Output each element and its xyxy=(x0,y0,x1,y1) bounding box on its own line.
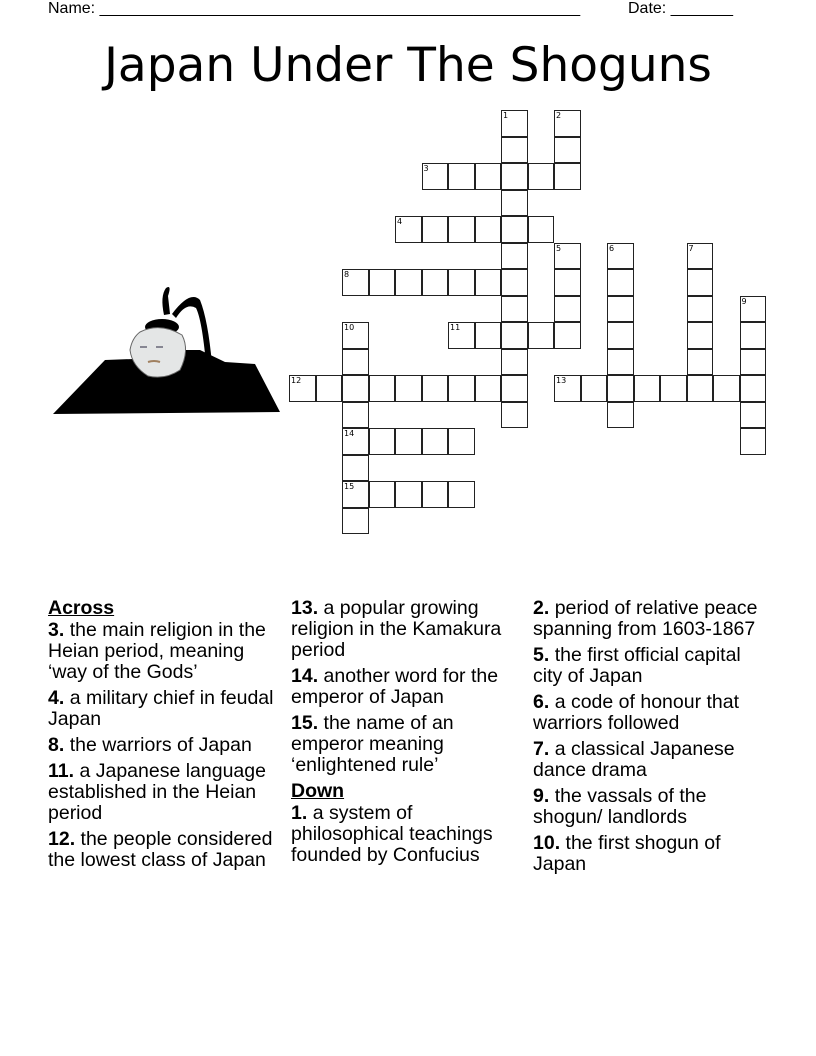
crossword-cell[interactable] xyxy=(475,163,502,190)
date-line: _______ xyxy=(670,0,733,17)
crossword-cell[interactable] xyxy=(501,296,528,323)
across-clue xyxy=(48,761,284,824)
clue-text: a code of honour that warriors followed xyxy=(533,691,740,734)
crossword-grid xyxy=(289,110,769,540)
clue-number-dot: . xyxy=(58,734,70,756)
crossword-cell[interactable] xyxy=(660,375,687,402)
crossword-cell[interactable] xyxy=(554,110,581,137)
crossword-cell[interactable] xyxy=(369,375,396,402)
crossword-cell[interactable] xyxy=(740,296,767,323)
crossword-cell[interactable] xyxy=(713,375,740,402)
crossword-cell[interactable] xyxy=(448,481,475,508)
clue-number: 14 xyxy=(291,665,313,687)
crossword-cell[interactable] xyxy=(607,243,634,270)
crossword-cell[interactable] xyxy=(501,110,528,137)
name-line: ______________________________________________________ xyxy=(99,0,581,17)
crossword-cell[interactable] xyxy=(316,375,343,402)
clue-number-dot: . xyxy=(312,597,324,619)
down-clue xyxy=(533,786,769,828)
clue-number: 11 xyxy=(48,760,69,782)
down-clue xyxy=(533,645,769,687)
cell-number: 14 xyxy=(344,429,355,438)
crossword-cell[interactable] xyxy=(607,269,634,296)
clues-column-3 xyxy=(533,598,769,880)
clue-number-dot: . xyxy=(543,738,555,760)
crossword-cell[interactable] xyxy=(475,269,502,296)
crossword-cell[interactable] xyxy=(554,137,581,164)
cell-number: 4 xyxy=(397,217,403,226)
crossword-cell[interactable] xyxy=(607,322,634,349)
clue-number-dot: . xyxy=(58,687,70,709)
down-clue xyxy=(533,692,769,734)
down-heading: Down xyxy=(291,780,345,802)
cell-number: 8 xyxy=(344,270,350,279)
cell-number: 15 xyxy=(344,482,355,491)
clue-number-dot: . xyxy=(301,802,313,824)
cell-number: 2 xyxy=(556,111,562,120)
crossword-cell[interactable] xyxy=(501,190,528,217)
crossword-cell[interactable] xyxy=(448,269,475,296)
cell-number: 9 xyxy=(741,296,747,306)
crossword-cell[interactable] xyxy=(740,428,767,455)
crossword-cell[interactable] xyxy=(581,375,608,402)
clue-number: 2 xyxy=(533,597,544,619)
across-clue xyxy=(291,713,527,776)
crossword-cell[interactable] xyxy=(475,375,502,402)
crossword-cell[interactable] xyxy=(448,163,475,190)
clue-text: the people considered the lowest class of Japan xyxy=(48,828,273,871)
crossword-cell[interactable] xyxy=(501,322,528,349)
crossword-cell[interactable] xyxy=(501,375,528,402)
crossword-cell[interactable] xyxy=(475,322,502,349)
crossword-cell[interactable] xyxy=(422,269,449,296)
clue-number: 9 xyxy=(533,785,544,807)
crossword-cell[interactable] xyxy=(342,269,369,296)
clue-text: a system of philosophical teachings founded by Confucius xyxy=(291,802,493,866)
crossword-cell[interactable] xyxy=(687,269,714,296)
crossword-cell[interactable] xyxy=(554,296,581,323)
crossword-cell[interactable] xyxy=(501,137,528,164)
crossword-cell[interactable] xyxy=(369,481,396,508)
crossword-cell[interactable] xyxy=(422,375,449,402)
crossword-cell[interactable] xyxy=(607,402,634,429)
crossword-cell[interactable] xyxy=(740,349,767,376)
clue-text: the warriors of Japan xyxy=(69,734,252,756)
clue-number: 1 xyxy=(291,802,302,824)
down-clue xyxy=(291,803,527,866)
across-clue xyxy=(48,620,284,683)
clue-number-dot: . xyxy=(543,644,555,666)
clue-number: 5 xyxy=(533,644,544,666)
down-clue xyxy=(533,598,769,640)
clue-number: 13 xyxy=(291,597,313,619)
crossword-cell[interactable] xyxy=(501,163,528,190)
crossword-cell[interactable] xyxy=(475,216,502,243)
crossword-cell[interactable] xyxy=(687,375,714,402)
crossword-cell[interactable] xyxy=(554,163,581,190)
crossword-cell[interactable] xyxy=(687,349,714,376)
crossword-cell[interactable] xyxy=(342,402,369,429)
cell-number: 12 xyxy=(291,376,302,385)
crossword-cell[interactable] xyxy=(740,322,767,349)
clue-text: period of relative peace spanning from 1603-1867 xyxy=(533,597,758,640)
clue-number-dot: . xyxy=(69,828,81,850)
crossword-cell[interactable] xyxy=(395,428,422,455)
across-clue xyxy=(48,688,284,730)
crossword-cell[interactable] xyxy=(422,481,449,508)
clue-number: 4 xyxy=(48,687,59,709)
clue-text: another word for the emperor of Japan xyxy=(291,665,499,708)
crossword-cell[interactable] xyxy=(528,163,555,190)
crossword-cell[interactable] xyxy=(342,508,369,535)
crossword-cell[interactable] xyxy=(740,375,767,402)
cell-number: 11 xyxy=(450,323,461,332)
crossword-cell[interactable] xyxy=(740,402,767,429)
clue-number: 7 xyxy=(533,738,544,760)
clue-number-dot: . xyxy=(58,619,70,641)
date-field[interactable] xyxy=(628,0,733,18)
clue-text: a classical Japanese dance drama xyxy=(533,738,735,781)
crossword-cell[interactable] xyxy=(395,481,422,508)
clue-number: 10 xyxy=(533,832,555,854)
crossword-cell[interactable] xyxy=(554,322,581,349)
down-clue xyxy=(533,833,769,875)
crossword-cell[interactable] xyxy=(501,216,528,243)
crossword-cell[interactable] xyxy=(342,375,369,402)
crossword-cell[interactable] xyxy=(342,481,369,508)
cell-number: 13 xyxy=(556,376,567,385)
crossword-cell[interactable] xyxy=(528,216,555,243)
clue-text: a military chief in feudal Japan xyxy=(48,687,274,730)
crossword-cell[interactable] xyxy=(342,322,369,349)
crossword-cell[interactable] xyxy=(501,402,528,429)
crossword-cell[interactable] xyxy=(607,349,634,376)
clue-number-dot: . xyxy=(543,691,555,713)
crossword-cell[interactable] xyxy=(448,428,475,455)
clue-text: a popular growing religion in the Kamakura period xyxy=(291,597,502,661)
crossword-cell[interactable] xyxy=(687,296,714,323)
crossword-cell[interactable] xyxy=(554,269,581,296)
crossword-cell[interactable] xyxy=(634,375,661,402)
crossword-cell[interactable] xyxy=(395,375,422,402)
crossword-cell[interactable] xyxy=(501,269,528,296)
crossword-cell[interactable] xyxy=(422,428,449,455)
cell-number: 7 xyxy=(688,243,694,253)
clue-number-dot: . xyxy=(543,597,555,619)
crossword-cell[interactable] xyxy=(369,269,396,296)
clue-text: the name of an emperor meaning ‘enlightened rule’ xyxy=(291,712,454,776)
clue-text: the vassals of the shogun/ landlords xyxy=(533,785,707,828)
crossword-cell[interactable] xyxy=(687,322,714,349)
crossword-cell[interactable] xyxy=(448,322,475,349)
clue-text: a Japanese language established in the Heian period xyxy=(48,760,266,824)
name-field[interactable] xyxy=(48,0,580,18)
clue-text: the main religion in the Heian period, meaning ‘way of the Gods’ xyxy=(48,619,266,683)
clue-number: 6 xyxy=(533,691,544,713)
clue-text: the first shogun of Japan xyxy=(533,832,721,875)
clue-number-dot: . xyxy=(554,832,566,854)
cell-number: 1 xyxy=(503,111,509,120)
clue-number-dot: . xyxy=(312,712,324,734)
crossword-cell[interactable] xyxy=(422,216,449,243)
crossword-cell[interactable] xyxy=(342,455,369,482)
clue-number: 3 xyxy=(48,619,59,641)
clue-number: 12 xyxy=(48,828,70,850)
crossword-cell[interactable] xyxy=(395,216,422,243)
crossword-cell[interactable] xyxy=(607,296,634,323)
across-clue xyxy=(48,735,284,756)
crossword-cell[interactable] xyxy=(369,428,396,455)
clues-column-2 xyxy=(291,598,527,871)
across-clue xyxy=(291,666,527,708)
crossword-cell[interactable] xyxy=(687,243,714,270)
crossword-cell[interactable] xyxy=(501,349,528,376)
across-clue xyxy=(48,829,284,871)
crossword-cell[interactable] xyxy=(342,428,369,455)
cell-number: 5 xyxy=(556,243,562,253)
clue-number-dot: . xyxy=(543,785,555,807)
clue-number: 15 xyxy=(291,712,313,734)
across-clue xyxy=(291,598,527,661)
date-label: Date: xyxy=(628,0,667,17)
across-heading: Across xyxy=(48,597,115,619)
cell-number: 10 xyxy=(344,323,355,332)
shogun-illustration xyxy=(50,280,285,420)
name-label: Name: xyxy=(48,0,96,17)
crossword-cell[interactable] xyxy=(554,243,581,270)
clue-text: the first official capital city of Japan xyxy=(533,644,741,687)
clue-number-dot: . xyxy=(68,760,80,782)
cell-number: 6 xyxy=(609,243,615,253)
crossword-cell[interactable] xyxy=(554,375,581,402)
clue-number: 8 xyxy=(48,734,59,756)
crossword-cell[interactable] xyxy=(342,349,369,376)
page-title: Japan Under The Shoguns xyxy=(104,38,712,93)
cell-number: 3 xyxy=(423,164,429,173)
down-clue xyxy=(533,739,769,781)
crossword-cell[interactable] xyxy=(528,322,555,349)
crossword-cell[interactable] xyxy=(289,375,316,402)
crossword-cell[interactable] xyxy=(607,375,634,402)
crossword-cell[interactable] xyxy=(448,375,475,402)
clue-number-dot: . xyxy=(312,665,324,687)
crossword-cell[interactable] xyxy=(501,243,528,270)
crossword-cell[interactable] xyxy=(422,163,449,190)
crossword-cell[interactable] xyxy=(395,269,422,296)
clues-column-1 xyxy=(48,598,284,876)
crossword-cell[interactable] xyxy=(448,216,475,243)
